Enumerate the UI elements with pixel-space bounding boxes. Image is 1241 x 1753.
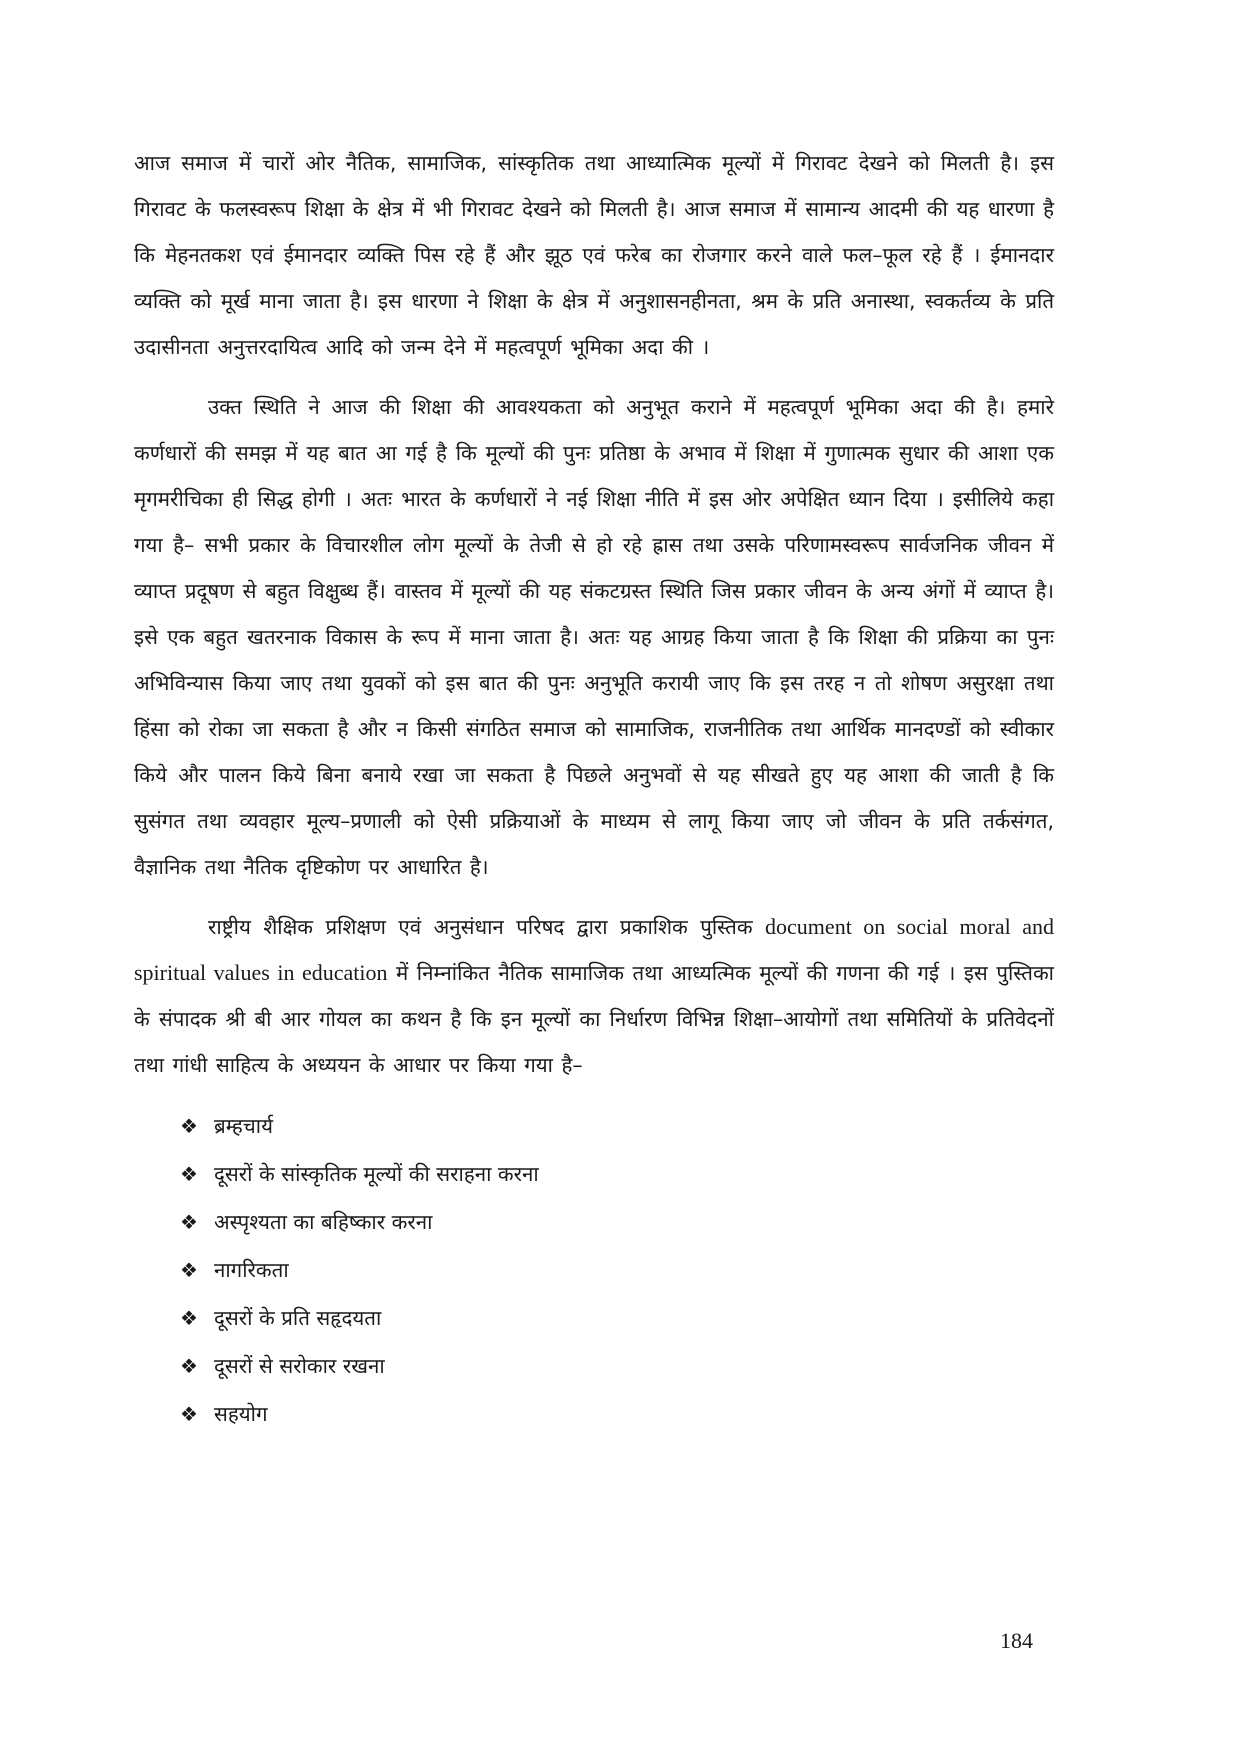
- list-item: [176, 1150, 1054, 1198]
- list-item: [176, 1102, 1054, 1150]
- paragraph-ncert-document: [134, 904, 1054, 1088]
- four-diamond-bullet-icon: ❖: [180, 1402, 198, 1426]
- paragraph-ncert-end: में निम्नांकित नैतिक सामाजिक तथा आध्यत्मिक मूल्यों की गणना की गई । इस पुस्तिका के संपादक श्री बी आर गोयल का कथन है कि इन मूल्यों का निर्धारण विभिन्न शिक्षा–आयोगों तथा समितियों के प्रतिवेदनों तथा गांधी साहित्य के अध्ययन के आधार पर किया गया है–: [134, 961, 1054, 1077]
- four-diamond-bullet-icon: ❖: [180, 1114, 198, 1138]
- list-item-text: दूसरों के सांस्कृतिक मूल्यों की सराहना करना: [214, 1162, 539, 1186]
- list-item: [176, 1198, 1054, 1246]
- list-item-text: नागरिकता: [214, 1258, 289, 1282]
- four-diamond-bullet-icon: ❖: [180, 1354, 198, 1378]
- paragraph-ncert-start: राष्ट्रीय शैक्षिक प्रशिक्षण एवं अनुसंधान परिषद द्वारा प्रकाशिक पुस्तिक: [208, 915, 766, 939]
- list-item-text: सहयोग: [214, 1402, 268, 1426]
- paragraph-education-need: उक्त स्थिति ने आज की शिक्षा की आवश्यकता को अनुभूत कराने में महत्वपूर्ण भूमिका अदा की है। हमारे कर्णधारों की समझ में यह बात आ गई है कि मूल्यों की पुनः प्रतिष्ठा के अभाव में शिक्षा में गुणात्मक सुधार की आशा एक मृगमरीचिका ही सिद्ध होगी । अतः भारत के कर्णधारों ने नई शिक्षा नीति में इस ओर अपेक्षित ध्यान दिया । इसीलिये कहा गया है– सभी प्रकार के विचारशील लोग मूल्यों के तेजी से हो रहे ह्रास तथा उसके परिणामस्वरूप सार्वजनिक जीवन में व्याप्त प्रदूषण से बहुत विक्षुब्ध हैं। वास्तव में मूल्यों की यह संकटग्रस्त स्थिति जिस प्रकार जीवन के अन्य अंगों में व्याप्त है। इसे एक बहुत खतरनाक विकास के रूप में माना जाता है। अतः यह आग्रह किया जाता है कि शिक्षा की प्रक्रिया का पुनः अभिविन्यास किया जाए तथा युवकों को इस बात की पुनः अनुभूति करायी जाए कि इस तरह न तो शोषण असुरक्षा तथा हिंसा को रोका जा सकता है और न किसी संगठित समाज को सामाजिक, राजनीतिक तथा आर्थिक मानदण्डों को स्वीकार किये और पालन किये बिना बनाये रखा जा सकता है पिछले अनुभवों से यह सीखते हुए यह आशा की जाती है कि सुसंगत तथा व्यवहार मूल्य–प्रणाली को ऐसी प्रक्रियाओं के माध्यम से लागू किया जाए जो जीवन के प्रति तर्कसंगत, वैज्ञानिक तथा नैतिक दृष्टिकोण पर आधारित है।: [134, 395, 1054, 879]
- list-item: [176, 1294, 1054, 1342]
- four-diamond-bullet-icon: ❖: [180, 1210, 198, 1234]
- page-number: 184: [1000, 1628, 1033, 1653]
- list-item: [176, 1342, 1054, 1390]
- list-item-text: अस्पृश्यता का बहिष्कार करना: [214, 1210, 433, 1234]
- list-item-text: दूसरों के प्रति सहृदयता: [214, 1306, 382, 1330]
- values-list: [176, 1102, 1054, 1438]
- list-item-text: दूसरों से सरोकार रखना: [214, 1354, 385, 1378]
- list-item: [176, 1390, 1054, 1438]
- four-diamond-bullet-icon: ❖: [180, 1258, 198, 1282]
- four-diamond-bullet-icon: ❖: [180, 1162, 198, 1186]
- paragraph-value-decline: आज समाज में चारों ओर नैतिक, सामाजिक, सांस्कृतिक तथा आध्यात्मिक मूल्यों में गिरावट देखने को मिलती है। इस गिरावट के फलस्वरूप शिक्षा के क्षेत्र में भी गिरावट देखने को मिलती है। आज समाज में सामान्य आदमी की यह धारणा है कि मेहनतकश एवं ईमानदार व्यक्ति पिस रहे हैं और झूठ एवं फरेब का रोजगार करने वाले फल–फूल रहे हैं । ईमानदार व्यक्ति को मूर्ख माना जाता है। इस धारणा ने शिक्षा के क्षेत्र में अनुशासनहीनता, श्रम के प्रति अनास्था, स्वकर्तव्य के प्रति उदासीनता अनुत्तरदायित्व आदि को जन्म देने में महत्वपूर्ण भूमिका अदा की ।: [134, 151, 1054, 359]
- document-body: [134, 140, 1054, 1438]
- four-diamond-bullet-icon: ❖: [180, 1306, 198, 1330]
- list-item: [176, 1246, 1054, 1294]
- document-title-english: document on social moral and spiritual values in education: [134, 914, 1054, 985]
- list-item-text: ब्रम्हचार्य: [214, 1114, 273, 1138]
